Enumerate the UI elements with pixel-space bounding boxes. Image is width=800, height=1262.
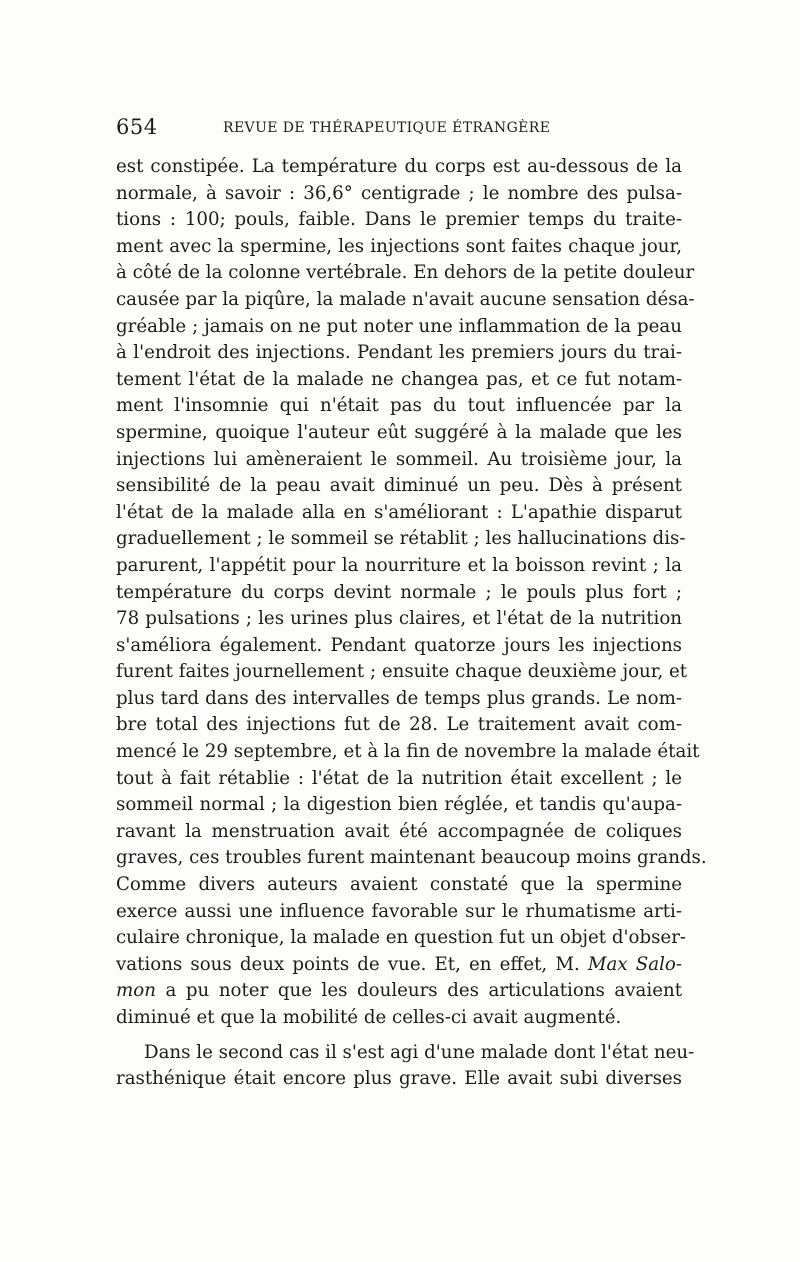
author-name-italic: Max Salo- — [587, 953, 682, 975]
text-line: l'état de la malade alla en s'améliorant : L'apathie disparut — [116, 501, 682, 523]
text-line: tement l'état de la malade ne changea pas, et ce fut notam- — [116, 368, 682, 390]
text-line: 78 pulsations ; les urines plus claires, et l'état de la nutrition — [116, 608, 682, 630]
text-segment: vations sous deux points de vue. Et, en effet, M. — [116, 953, 580, 975]
text-line: ment avec la spermine, les injections sont faites chaque jour, — [116, 235, 682, 257]
text-line: ravant la menstruation avait été accompagnée de coliques — [116, 820, 682, 842]
text-line: Comme divers auteurs avaient constaté que la spermine — [116, 874, 682, 896]
page-number: 654 — [116, 115, 158, 139]
text-line: bre total des injections fut de 28. Le traitement avait com- — [116, 714, 682, 736]
text-line-with-name — [116, 978, 682, 1005]
text-line: Dans le second cas il s'est agi d'une malade dont l'état neu- — [144, 1041, 695, 1063]
text-line: sensibilité de la peau avait diminué un peu. Dès à présent — [116, 475, 682, 497]
text-line: rasthénique était encore plus grave. Elle avait subi diverses — [116, 1068, 682, 1090]
text-line: tout à fait rétablie : l'état de la nutrition était excellent ; le — [116, 767, 682, 789]
paragraph-1 — [116, 154, 707, 1032]
text-line: causée par la piqûre, la malade n'avait aucune sensation désa- — [116, 288, 695, 310]
text-line: injections lui amèneraient le sommeil. Au troisième jour, la — [116, 448, 682, 470]
text-line: à côté de la colonne vertébrale. En dehors de la petite douleur — [116, 262, 695, 284]
text-segment: a pu noter que les douleurs des articulations avaient — [155, 980, 682, 1002]
text-line: gréable ; jamais on ne put noter une inflammation de la peau — [116, 315, 682, 337]
text-line: mencé le 29 septembre, et à la fin de novembre la malade était — [116, 741, 700, 763]
body-text — [116, 154, 707, 1093]
paragraph-gap — [116, 1032, 682, 1040]
text-line: tions : 100; pouls, faible. Dans le premier temps du traite- — [116, 209, 682, 231]
text-line-with-name — [116, 952, 682, 979]
text-line: sommeil normal ; la digestion bien réglée, et tandis qu'aupa- — [116, 794, 682, 816]
running-head — [116, 112, 690, 142]
text-line: ment l'insomnie qui n'était pas du tout influencée par la — [116, 395, 682, 417]
text-line: plus tard dans des intervalles de temps plus grands. Le nom- — [116, 687, 682, 709]
text-line: culaire chronique, la malade en question fut un objet d'obser- — [116, 927, 687, 949]
text-line: normale, à savoir : 36,6° centigrade ; le nombre des pulsa- — [116, 182, 682, 204]
author-name-italic: mon — [116, 980, 156, 1002]
text-line: graves, ces troubles furent maintenant beaucoup moins grands. — [116, 847, 707, 869]
journal-title: REVUE DE THÉRAPEUTIQUE ÉTRANGÈRE — [223, 120, 551, 136]
paragraph-2 — [116, 1040, 695, 1093]
text-line: spermine, quoique l'auteur eût suggéré à la malade que les — [116, 421, 682, 443]
text-line: s'améliora également. Pendant quatorze jours les injections — [116, 634, 682, 656]
text-line: est constipée. La température du corps est au-dessous de la — [116, 156, 682, 177]
text-line: parurent, l'appétit pour la nourriture et la boisson revint ; la — [116, 554, 682, 576]
text-line: diminué et que la mobilité de celles-ci avait augmenté. — [116, 1007, 622, 1028]
text-line: à l'endroit des injections. Pendant les premiers jours du trai- — [116, 342, 682, 364]
text-line: exerce aussi une influence favorable sur le rhumatisme arti- — [116, 900, 682, 922]
text-line: furent faites journellement ; ensuite chaque deuxième jour, et — [116, 661, 688, 683]
text-line: graduellement ; le sommeil se rétablit ; les hallucinations dis- — [116, 528, 686, 550]
text-line: température du corps devint normale ; le pouls plus fort ; — [116, 581, 682, 603]
